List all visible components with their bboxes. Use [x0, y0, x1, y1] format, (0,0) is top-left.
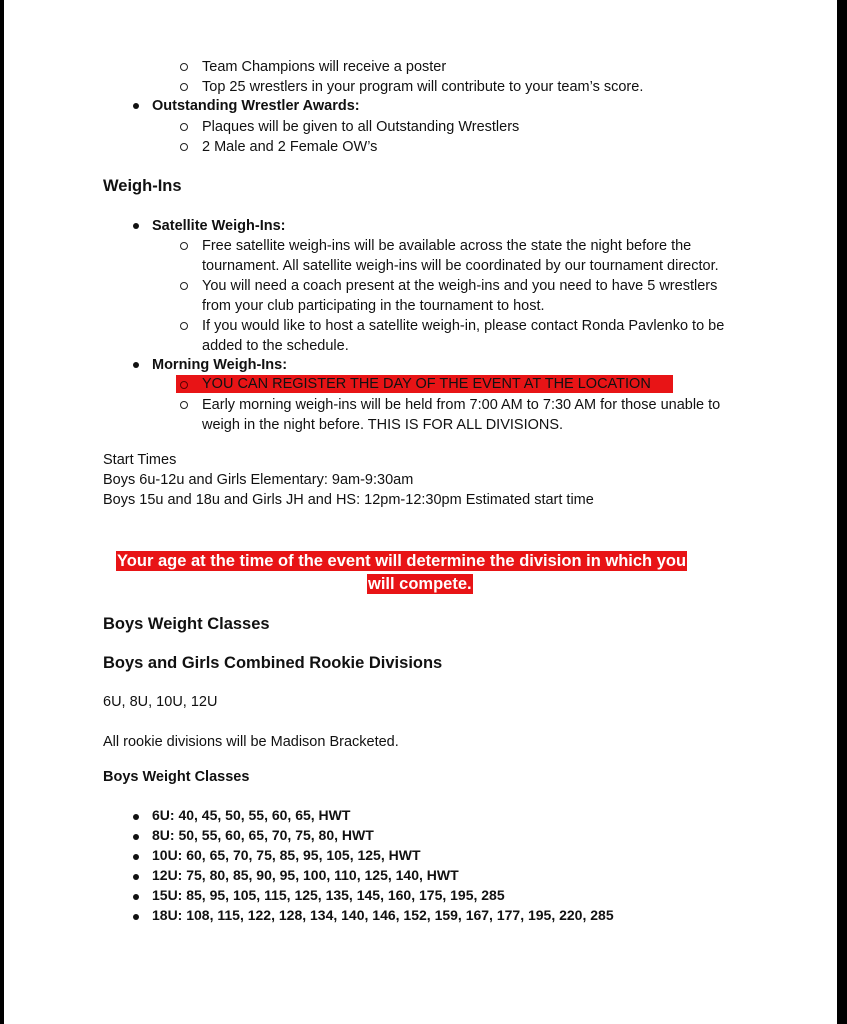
rookie-note: All rookie divisions will be Madison Bracketed. — [103, 734, 399, 750]
list-item: If you would like to host a satellite weigh-in, please contact Ronda Pavlenko to be — [202, 318, 725, 334]
bullet-icon — [133, 854, 139, 860]
age-notice-line2: will compete. — [368, 575, 472, 593]
morning-heading: Morning Weigh-Ins: — [152, 357, 288, 373]
list-item-continuation: weigh in the night before. THIS IS FOR ALL DIVISIONS. — [202, 417, 564, 433]
boys-weight-classes-heading: Boys Weight Classes — [103, 615, 270, 633]
hollow-bullet-icon — [180, 123, 188, 131]
register-notice: YOU CAN REGISTER THE DAY OF THE EVENT AT THE LOCATION — [202, 376, 651, 392]
ow-heading: Outstanding Wrestler Awards: — [152, 98, 360, 114]
list-item-continuation: tournament. All satellite weigh-ins will be coordinated by our tournament director. — [202, 258, 719, 274]
hollow-bullet-icon — [180, 381, 188, 389]
list-item: Early morning weigh-ins will be held from 7:00 AM to 7:30 AM for those unable to — [202, 397, 721, 413]
list-item: Team Champions will receive a poster — [202, 59, 447, 75]
document-page — [4, 0, 837, 1024]
hollow-bullet-icon — [180, 63, 188, 71]
hollow-bullet-icon — [180, 242, 188, 250]
weight-class-item: 18U: 108, 115, 122, 128, 134, 140, 146, 152, 159, 167, 177, 195, 220, 285 — [152, 907, 614, 923]
bullet-icon — [133, 103, 139, 109]
hollow-bullet-icon — [180, 401, 188, 409]
hollow-bullet-icon — [180, 143, 188, 151]
weigh-ins-heading: Weigh-Ins — [103, 177, 182, 195]
start-time-line: Boys 6u-12u and Girls Elementary: 9am-9:30am — [103, 472, 414, 488]
list-item: Free satellite weigh-ins will be available across the state the night before the — [202, 238, 692, 254]
list-item: Top 25 wrestlers in your program will contribute to your team’s score. — [202, 79, 644, 95]
bullet-icon — [133, 914, 139, 920]
age-notice-line1: Your age at the time of the event will determine the division in which you — [117, 552, 687, 570]
weight-class-item: 8U: 50, 55, 60, 65, 70, 75, 80, HWT — [152, 827, 374, 843]
bullet-icon — [133, 223, 139, 229]
boys-classes-heading: Boys Weight Classes — [103, 769, 250, 785]
rookie-divisions: 6U, 8U, 10U, 12U — [103, 694, 218, 710]
weight-class-item: 15U: 85, 95, 105, 115, 125, 135, 145, 160, 175, 195, 285 — [152, 887, 505, 903]
list-item: Plaques will be given to all Outstanding Wrestlers — [202, 119, 520, 135]
list-item: 2 Male and 2 Female OW’s — [202, 139, 378, 155]
list-item: You will need a coach present at the weigh-ins and you need to have 5 wrestlers — [202, 278, 718, 294]
hollow-bullet-icon — [180, 322, 188, 330]
list-item-continuation: from your club participating in the tournament to host. — [202, 298, 545, 314]
hollow-bullet-icon — [180, 282, 188, 290]
bullet-icon — [133, 814, 139, 820]
weight-class-item: 10U: 60, 65, 70, 75, 85, 95, 105, 125, HWT — [152, 847, 421, 863]
bullet-icon — [133, 362, 139, 368]
weight-class-item: 12U: 75, 80, 85, 90, 95, 100, 110, 125, 140, HWT — [152, 867, 459, 883]
list-item-continuation: added to the schedule. — [202, 338, 349, 354]
start-time-line: Boys 15u and 18u and Girls JH and HS: 12pm-12:30pm Estimated start time — [103, 492, 594, 508]
weight-class-item: 6U: 40, 45, 50, 55, 60, 65, HWT — [152, 807, 351, 823]
rookie-heading: Boys and Girls Combined Rookie Divisions — [103, 654, 443, 672]
bullet-icon — [133, 894, 139, 900]
hollow-bullet-icon — [180, 83, 188, 91]
satellite-heading: Satellite Weigh-Ins: — [152, 218, 286, 234]
bullet-icon — [133, 834, 139, 840]
start-times-title: Start Times — [103, 452, 177, 468]
bullet-icon — [133, 874, 139, 880]
